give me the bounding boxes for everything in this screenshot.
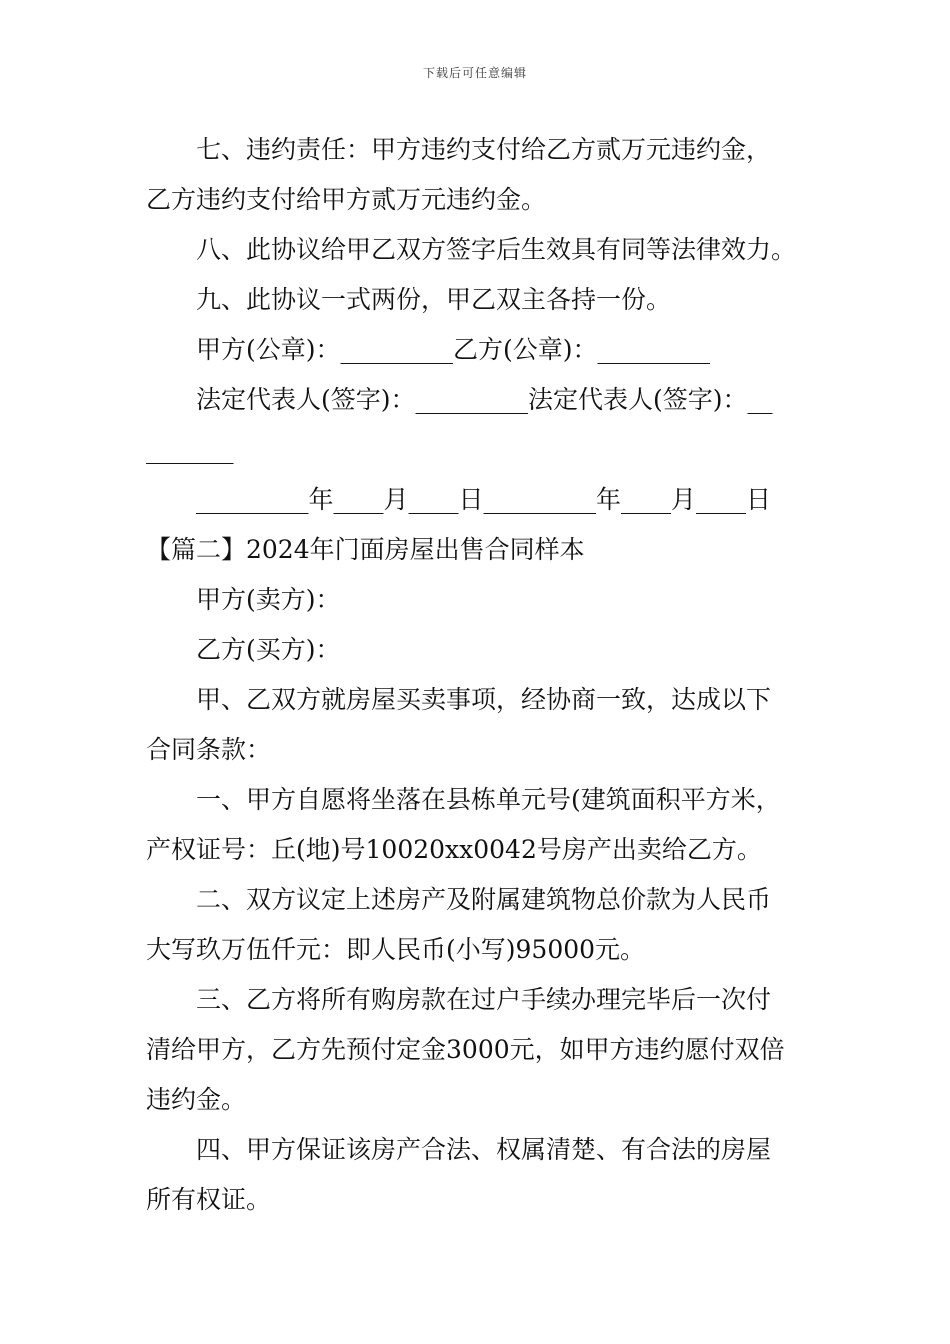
representative-line-2: _______ (146, 435, 234, 464)
contract-clause-1-line-2: 产权证号：丘(地)号10020xx0042号房产出卖给乙方。 (146, 835, 762, 864)
representative-line-1: 法定代表人(签字)：_________法定代表人(签字)：__ (196, 385, 773, 414)
contract-clause-2-line-1: 二、双方议定上述房产及附属建筑物总价款为人民币 (196, 885, 772, 914)
party-b-label: 乙方(买方)： (196, 635, 341, 664)
contract-clause-4-line-1: 四、甲方保证该房产合法、权属清楚、有合法的房屋 (196, 1135, 772, 1164)
party-a-label: 甲方(卖方)： (196, 585, 341, 614)
document-body (146, 125, 806, 1225)
contract-clause-3-line-3: 违约金。 (146, 1085, 247, 1114)
clause-7-line-2: 乙方违约支付给甲方贰万元违约金。 (146, 185, 547, 214)
section-title: 【篇二】2024年门面房屋出售合同样本 (146, 535, 585, 564)
contract-clause-2-line-2: 大写玖万伍仟元：即人民币(小写)95000元。 (146, 935, 646, 964)
clause-7-line-1: 七、违约责任：甲方违约支付给乙方贰万元违约金， (196, 135, 772, 164)
intro-line-2: 合同条款： (146, 735, 272, 764)
clause-9: 九、此协议一式两份，甲乙双主各持一份。 (196, 285, 672, 314)
date-line: _________年____月____日_________年____月____日 (196, 485, 772, 514)
seal-line: 甲方(公章)：_________乙方(公章)：_________ (196, 335, 711, 364)
contract-clause-4-line-2: 所有权证。 (146, 1185, 272, 1214)
header-note: 下载后可任意编辑 (422, 66, 527, 80)
contract-clause-3-line-1: 三、乙方将所有购房款在过户手续办理完毕后一次付 (196, 985, 772, 1014)
contract-clause-3-line-2: 清给甲方，乙方先预付定金3000元，如甲方违约愿付双倍 (146, 1035, 785, 1064)
contract-clause-1-line-1: 一、甲方自愿将坐落在县栋单元号(建筑面积平方米， (196, 785, 781, 814)
intro-line-1: 甲、乙双方就房屋买卖事项，经协商一致，达成以下 (196, 685, 772, 714)
clause-8: 八、此协议给甲乙双方签字后生效具有同等法律效力。 (196, 235, 797, 264)
